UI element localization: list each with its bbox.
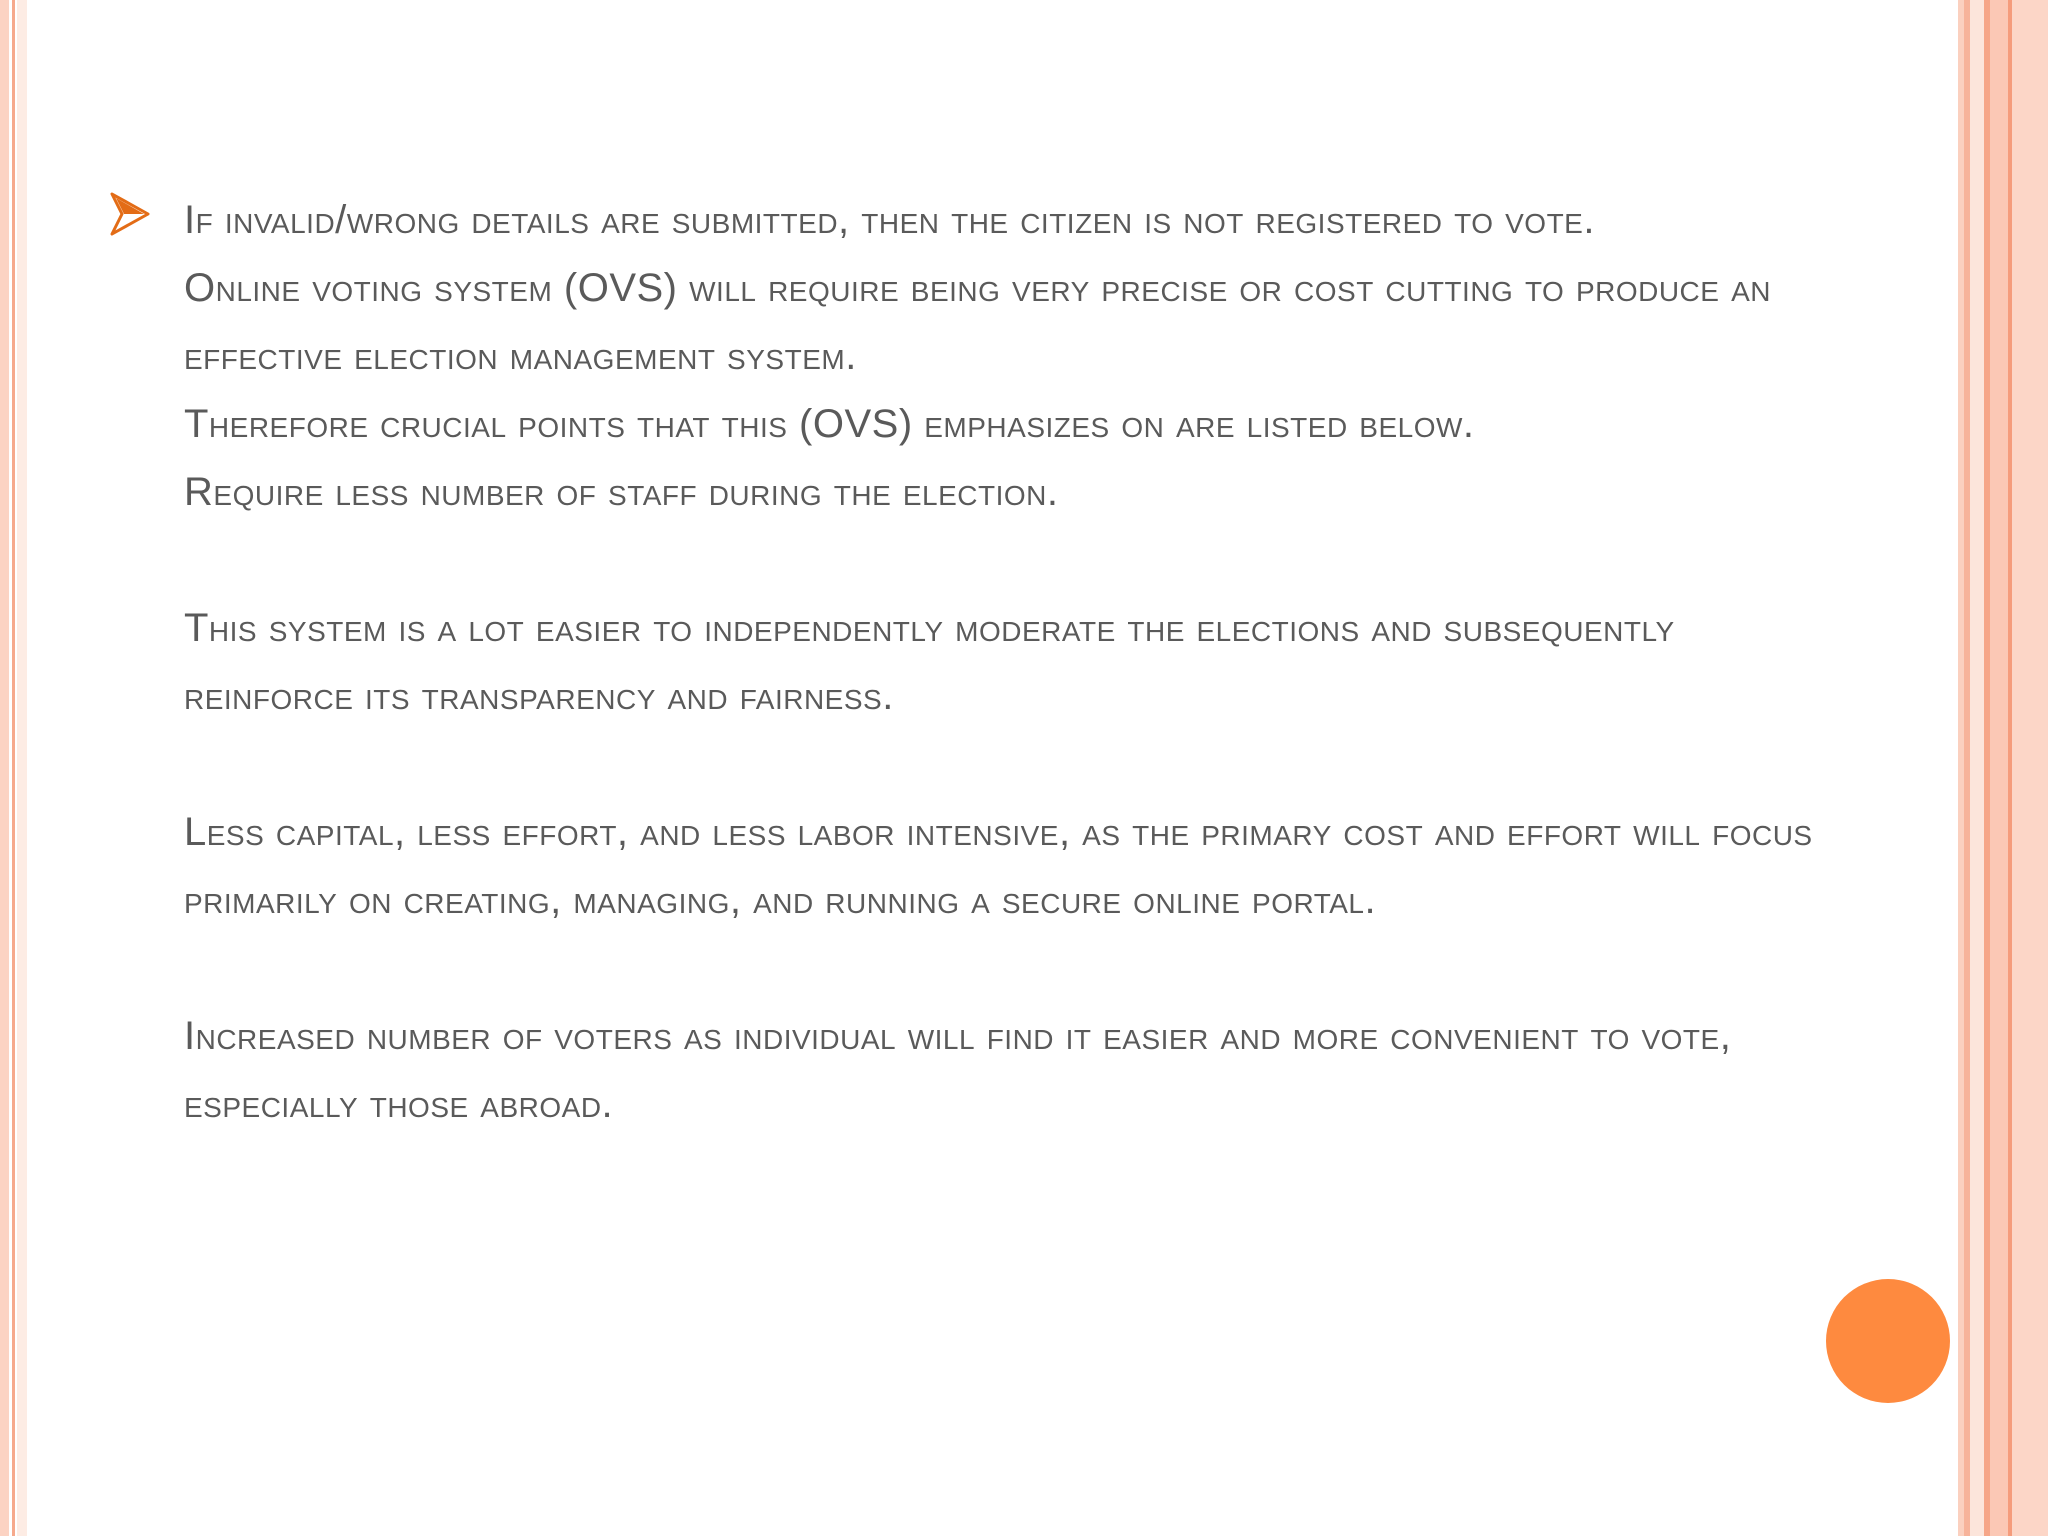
paragraph-crucial-points: Therefore crucial points that this (OVS) emphasizes on are listed below.: [184, 402, 1475, 446]
paragraph-less-capital: Less capital, less effort, and less labor intensive, as the primary cost and effort will focus primarily on creating, managing, and running a secure online portal.: [184, 810, 1825, 922]
arrow-bullet-icon: [110, 192, 150, 236]
slide-body: [184, 186, 1824, 1138]
paragraph-spacer: [184, 730, 1824, 798]
paragraph-ovs-precise: Online voting system (OVS) will require being very precise or cost cutting to produce an effective election management system.: [184, 266, 1783, 378]
paragraph-less-staff: Require less number of staff during the election.: [184, 470, 1059, 514]
decorative-orange-circle: [1826, 1279, 1950, 1403]
paragraph-increased-voters: Increased number of voters as individual will find it easier and more convenient to vote, especially those abroad.: [184, 1014, 1743, 1126]
paragraph-spacer: [184, 526, 1824, 594]
left-frame-stripe: [0, 0, 9, 1536]
right-frame-stripe: [1970, 0, 1984, 1536]
paragraph-spacer: [184, 934, 1824, 1002]
right-frame-stripe: [2012, 0, 2048, 1536]
paragraph-invalid-details: If invalid/wrong details are submitted, then the citizen is not registered to vote.: [184, 198, 1595, 242]
left-frame-stripe: [17, 0, 27, 1536]
paragraph-easier-moderation: This system is a lot easier to independently moderate the elections and subsequently reinforce its transparency and fairness.: [184, 606, 1687, 718]
right-frame-stripe: [1990, 0, 2008, 1536]
left-frame-stripe: [12, 0, 15, 1536]
